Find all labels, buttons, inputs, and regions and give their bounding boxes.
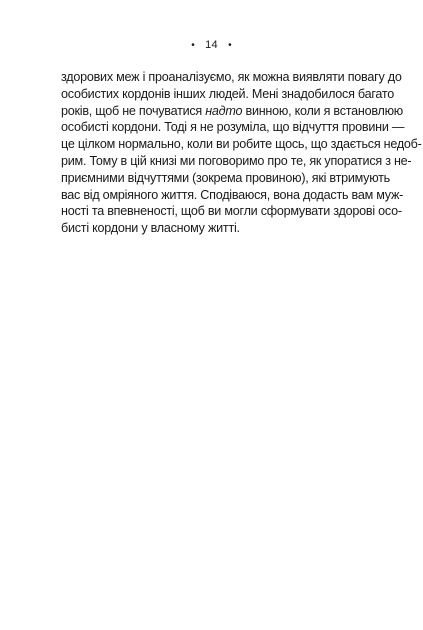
text-line: вас від омріяного життя. Сподіваюся, вона додасть вам муж-	[61, 187, 404, 202]
text-line: особистих кордонів інших людей. Мені знадобилося багато	[61, 86, 395, 101]
text-line: бисті кордони у власному житті.	[61, 221, 240, 236]
text-line: особисті кордони. Тоді я не розуміла, що відчуття провини —	[61, 120, 405, 135]
text-line: рим. Тому в цій книзі ми поговоримо про те, як упоратися з не-	[61, 153, 412, 168]
text-line: це цілком нормально, коли ви робите щось, що здається недоб-	[61, 137, 422, 152]
text-line: приємними відчуттями (зокрема провиною), які втримують	[61, 170, 390, 185]
text-line: здорових меж і проаналізуємо, як можна виявляти повагу до	[61, 70, 402, 84]
text-line: років, щоб не почуватися надто винною, коли я встановлюю	[61, 103, 403, 118]
page-number: 14	[205, 39, 218, 51]
bullet-left-icon: •	[191, 40, 195, 51]
text-line: ності та впевненості, щоб ви могли сформувати здорові осо-	[61, 204, 402, 219]
body-paragraph	[61, 69, 422, 237]
emphasis-word: надто	[205, 103, 243, 118]
page-header	[0, 38, 423, 53]
bullet-right-icon: •	[228, 40, 232, 51]
